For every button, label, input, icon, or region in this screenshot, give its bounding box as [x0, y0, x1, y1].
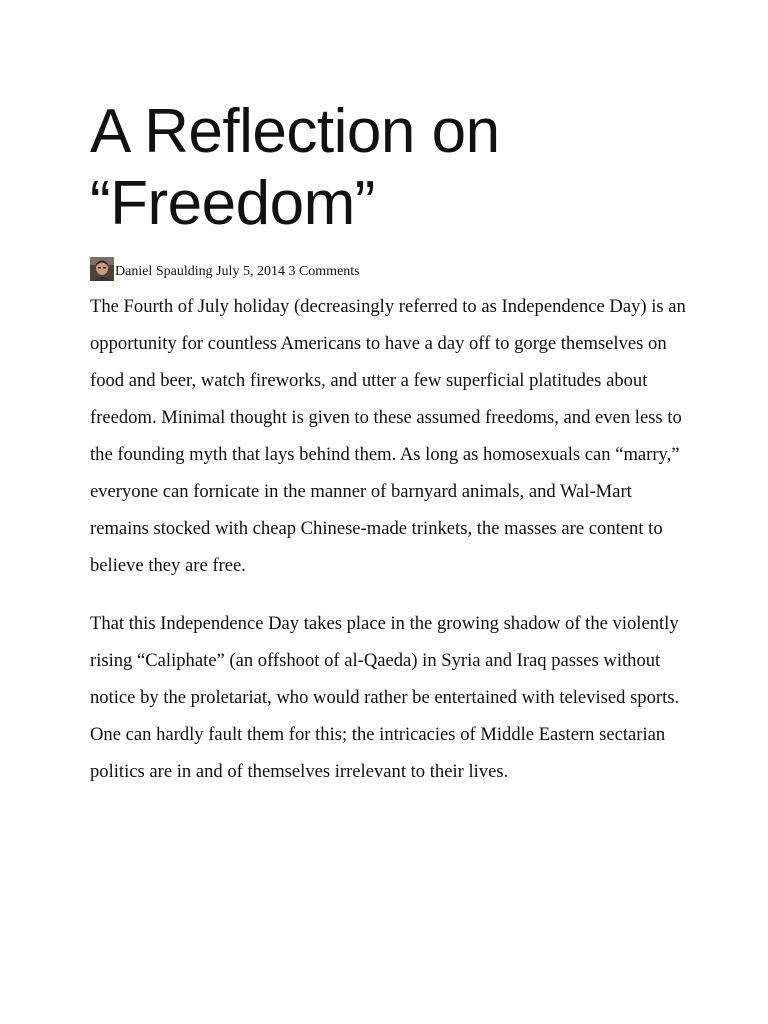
article-title-line-1: A Reflection on: [90, 97, 500, 166]
comments-link[interactable]: 3 Comments: [288, 264, 360, 279]
author-photo-icon: [90, 257, 114, 281]
article-title: [90, 96, 690, 240]
byline: [90, 255, 360, 281]
author-avatar[interactable]: [90, 257, 114, 281]
author-link[interactable]: Daniel Spaulding: [115, 264, 213, 279]
article-paragraph-1: The Fourth of July holiday (decreasingly referred to as Independence Day) is an opportunity for countless Americans to have a day off to gorge themselves on food and beer, watch fireworks, and utter a few superficial platitudes about freedom. Minimal thought is given to these assumed freedoms, and even less to the founding myth that lays behind them. As long as homosexuals can “marry,” everyone can fornicate in the manner of barnyard animals, and Wal-Mart remains stocked with cheap Chinese-made trinkets, the masses are content to believe they are free.: [90, 296, 686, 576]
article-body: [90, 288, 690, 811]
post-date-link[interactable]: July 5, 2014: [216, 264, 285, 279]
article-paragraph-2: That this Independence Day takes place in the growing shadow of the violently rising “Caliphate” (an offshoot of al-Qaeda) in Syria and Iraq passes without notice by the proletariat, who would rather be entertained with televised sports. One can hardly fault them for this; the intricacies of Middle Eastern sectarian politics are in and of themselves irrelevant to their lives.: [90, 613, 680, 782]
article-title-line-2: “Freedom”: [90, 169, 375, 238]
